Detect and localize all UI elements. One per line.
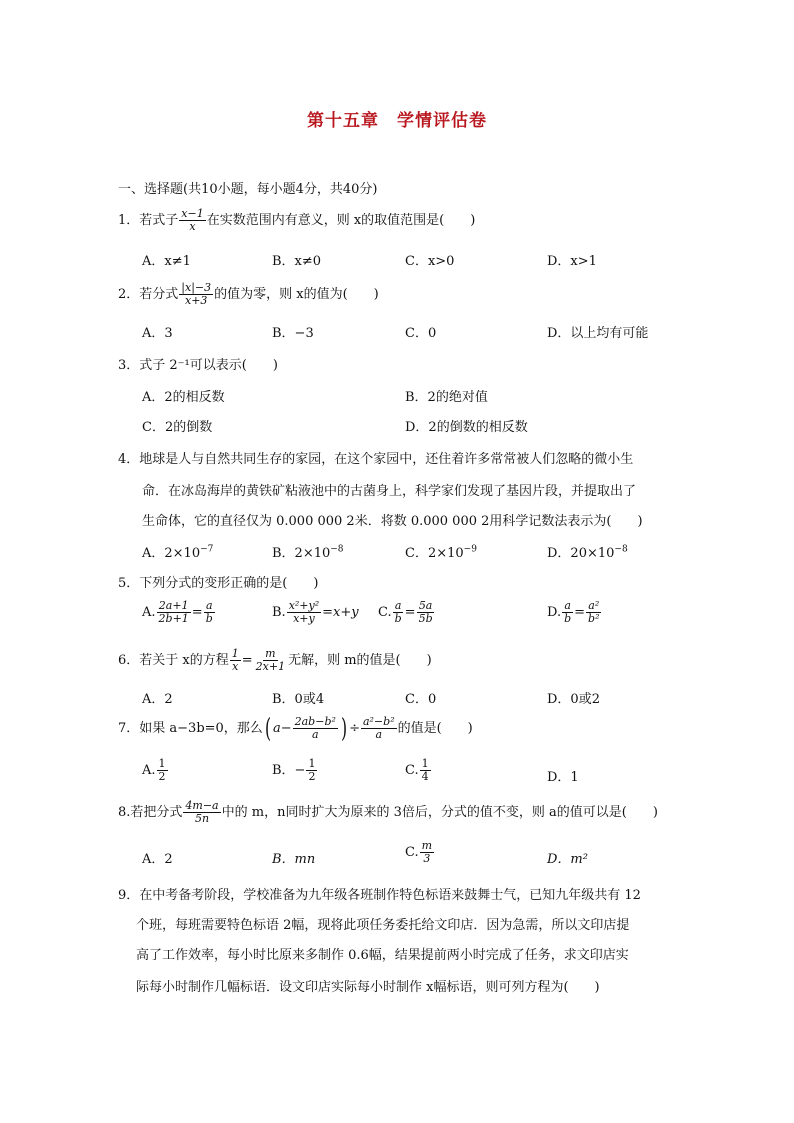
q1-option-d: D．x>1 — [547, 254, 597, 269]
q7-a-den: 2 — [158, 770, 166, 783]
question-9-line-4: 际每小时制作几幅标语．设文印店实际每小时制作 x幅标语，则可列方程为( ) — [136, 980, 600, 995]
q5-b-num: x²+y² — [288, 599, 320, 612]
q1-option-c: C．x>0 — [405, 254, 455, 269]
q5-c-num-2: 5a — [418, 599, 433, 612]
question-4-line-2: 命．在冰岛海岸的黄铁矿粘液池中的古菌身上，科学家们发现了基因片段，并提取出了 — [142, 484, 637, 499]
q7-option-b-label: B．− — [272, 763, 306, 778]
question-2 — [118, 282, 379, 307]
q2-option-d: D．以上均有可能 — [547, 326, 649, 341]
question-9-line-1: 9．在中考备考阶段，学校准备为九年级各班制作特色标语来鼓舞士气，已知九年级共有 12 — [118, 888, 641, 903]
q4-option-d-exponent: −8 — [614, 544, 628, 555]
q7-den-2: a — [375, 728, 383, 741]
q5-a-den-2: b — [205, 612, 213, 625]
q6-num-2: m — [265, 647, 276, 660]
q5-d-num-2: a² — [588, 599, 600, 612]
q5-option-d-label: D. — [547, 605, 562, 620]
left-paren: ( — [264, 713, 271, 744]
q8-option-a: A．2 — [142, 852, 173, 867]
q6-fraction-2 — [254, 648, 287, 673]
q5-a-fraction-2 — [204, 600, 215, 625]
q2-option-c: C．0 — [405, 326, 437, 341]
q4-option-a-base: A．2×10 — [142, 546, 201, 561]
q5-option-a-label: A. — [142, 605, 156, 620]
q7-option-c-label: C. — [405, 763, 419, 778]
question-4-line-1: 4．地球是人与自然共同生存的家园，在这个家园中，还住着许多常常被人们忽略的微小生 — [118, 452, 634, 467]
q7-fraction-2 — [361, 716, 397, 741]
q5-a-fraction-1 — [157, 600, 191, 625]
q5-c-den-2: 5b — [418, 612, 433, 625]
q7-option-c — [405, 758, 432, 783]
q5-option-b-label: B. — [272, 605, 286, 620]
q8-option-c — [405, 840, 435, 865]
q6-suffix: 无解，则 m的值是( ) — [288, 653, 432, 668]
q6-option-a: A．2 — [142, 692, 173, 707]
q1-suffix: 在实数范围内有意义，则 x的取值范围是( ) — [206, 213, 476, 228]
q1-fraction — [179, 208, 205, 233]
q5-a-equals: = — [191, 605, 203, 620]
q1-option-b: B．x≠0 — [272, 254, 322, 269]
q3-option-d: D．2的倒数的相反数 — [405, 420, 528, 435]
q7-a-num: 1 — [158, 757, 166, 770]
q7-c-fraction — [420, 758, 431, 783]
q8-option-c-label: C. — [405, 845, 419, 860]
q2-prefix: 2．若分式 — [118, 287, 179, 302]
q5-c-equals: = — [404, 605, 416, 620]
q5-d-den-2: b² — [588, 612, 600, 625]
question-3: 3．式子 2⁻¹可以表示( ) — [118, 358, 278, 373]
q1-prefix: 1．若式子 — [118, 213, 179, 228]
q7-a-fraction — [157, 758, 168, 783]
q5-option-b — [272, 600, 359, 625]
q7-prefix: 7．如果 a−3b=0，那么 — [118, 721, 263, 736]
q6-num-1: 1 — [231, 647, 239, 660]
q5-a-num-1: 2a+1 — [158, 599, 189, 612]
q4-option-a — [142, 542, 213, 561]
q5-b-rhs: =x+y — [322, 605, 359, 620]
q8-option-b: B．mn — [272, 852, 316, 867]
q2-suffix: 的值为零，则 x的值为( ) — [214, 287, 379, 302]
question-6 — [118, 648, 432, 673]
q4-option-a-exponent: −7 — [200, 544, 214, 555]
q2-option-a: A．3 — [142, 326, 173, 341]
q5-b-fraction — [287, 600, 321, 625]
q3-option-b: B．2的绝对值 — [405, 390, 488, 405]
q7-num-2: a²−b² — [362, 715, 395, 728]
question-4-line-3: 生命体，它的直径仅为 0.000 000 2米．将数 0.000 000 2用科学记数法表示为( ) — [142, 514, 643, 529]
q7-option-a — [142, 758, 169, 783]
q4-option-d-base: D．20×10 — [547, 546, 615, 561]
q5-d-den-1: b — [564, 612, 572, 625]
q8-c-den: 3 — [423, 852, 431, 865]
q4-option-c-exponent: −9 — [463, 544, 477, 555]
q4-option-b-exponent: −8 — [330, 544, 344, 555]
question-1 — [118, 208, 475, 233]
q1-numerator: x−1 — [181, 207, 204, 220]
question-7 — [118, 713, 473, 744]
q7-inner-term: a− — [272, 721, 292, 736]
q8-prefix: 8.若把分式 — [118, 805, 183, 820]
q7-b-fraction — [306, 758, 317, 783]
q6-equals: = — [241, 653, 253, 668]
q5-option-d — [547, 600, 603, 625]
q7-option-b — [272, 758, 318, 783]
q5-d-equals: = — [574, 605, 586, 620]
q7-option-a-label: A. — [142, 763, 156, 778]
q8-option-d: D．m² — [547, 852, 588, 867]
q8-c-fraction — [420, 840, 434, 865]
q5-d-fraction-1 — [562, 600, 573, 625]
q2-fraction — [179, 282, 213, 307]
q6-option-c: C．0 — [405, 692, 437, 707]
q5-c-fraction-2 — [417, 600, 435, 625]
q7-option-d: D．1 — [547, 770, 579, 785]
q1-option-a: A．x≠1 — [142, 254, 191, 269]
q5-a-den-1: 2b+1 — [158, 612, 189, 625]
q4-option-c — [405, 542, 477, 561]
q7-suffix: 的值是( ) — [397, 721, 473, 736]
q8-fraction — [183, 800, 220, 825]
q6-option-b: B．0或4 — [272, 692, 325, 707]
q5-d-num-1: a — [564, 599, 571, 612]
q4-option-d — [547, 542, 628, 561]
q8-numerator: 4m−a — [185, 799, 219, 812]
q3-option-c: C．2的倒数 — [142, 420, 213, 435]
right-paren: ) — [340, 713, 348, 744]
q8-suffix: 中的 m，n同时扩大为原来的 3倍后，分式的值不变，则 a的值可以是( ) — [221, 805, 658, 820]
q7-c-den: 4 — [421, 770, 429, 783]
q7-num-1: 2ab−b² — [294, 715, 336, 728]
q5-d-fraction-2 — [586, 600, 601, 625]
q4-option-c-base: C．2×10 — [405, 546, 464, 561]
q8-c-num: m — [421, 839, 433, 852]
q7-b-num: 1 — [308, 757, 316, 770]
q7-c-num: 1 — [421, 757, 429, 770]
q8-denominator: 5n — [194, 812, 210, 825]
q5-b-den: x+y — [293, 612, 315, 625]
q4-option-b-base: B．2×10 — [272, 546, 331, 561]
q2-numerator: |x|−3 — [181, 281, 212, 294]
q5-c-num-1: a — [394, 599, 402, 612]
q2-denominator: x+3 — [184, 294, 208, 307]
q5-option-a — [142, 600, 216, 625]
q7-divide-sign: ÷ — [349, 721, 360, 736]
q2-option-b: B．−3 — [272, 326, 314, 341]
q5-a-num-2: a — [205, 599, 213, 612]
q1-denominator: x — [189, 220, 196, 233]
q6-den-2: 2x+1 — [255, 660, 286, 673]
q5-option-c-label: C. — [378, 605, 392, 620]
q5-option-c — [378, 600, 436, 625]
question-5: 5．下列分式的变形正确的是( ) — [118, 576, 319, 591]
q4-option-b — [272, 542, 344, 561]
q7-b-den: 2 — [308, 770, 316, 783]
question-9-line-2: 个班，每班需要特色标语 2幅，现将此项任务委托给文印店．因为急需，所以文印店提 — [136, 918, 630, 933]
q6-option-d: D．0或2 — [547, 692, 600, 707]
q6-prefix: 6．若关于 x的方程 — [118, 653, 229, 668]
q3-option-a: A．2的相反数 — [142, 390, 225, 405]
q5-c-fraction-1 — [393, 600, 404, 625]
question-9-line-3: 高了工作效率，每小时比原来多制作 0.6幅，结果提前两小时完成了任务，求文印店实 — [136, 948, 629, 963]
q6-fraction-1 — [230, 648, 241, 673]
question-8 — [118, 800, 658, 825]
q7-fraction-1 — [293, 716, 338, 741]
q7-den-1: a — [311, 728, 319, 741]
q6-den-1: x — [232, 660, 239, 673]
section-heading: 一、选择题(共10小题，每小题4分，共40分) — [118, 182, 378, 197]
page-title: 第十五章 学情评估卷 — [307, 111, 487, 131]
q5-c-den-1: b — [394, 612, 402, 625]
